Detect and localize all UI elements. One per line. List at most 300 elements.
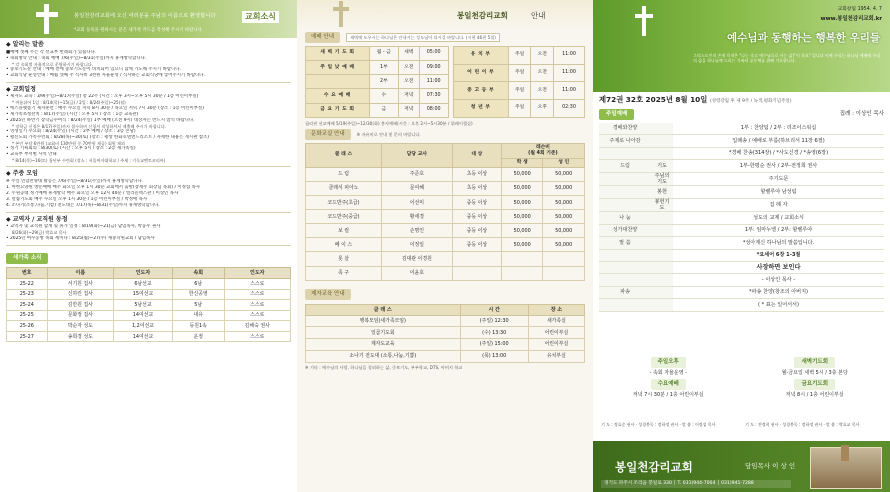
table-cell: 25-27 [7,331,48,342]
weekly-services [599,357,884,398]
table-cell: 박순자 성도 [47,321,113,332]
table-cell: 어린이부실 [528,327,584,339]
service-row [599,172,884,186]
schedule-row [453,46,584,64]
weekly-service-info: 저녁 7시 30분 / 1층 어린이부실 [632,392,704,398]
section-heading: ◆ 주중 모임 [6,170,291,178]
weekly-service-tag: 금요기도회 [794,379,835,390]
table-row [306,339,585,351]
cover-footer [593,441,890,492]
service-label: 파송 [599,286,651,298]
announcement-line: • 교역자 및 교직원 합계 및 휴가 일정 : 8/19(화)~21(금) 담임목사, 박웅우 권사 [6,224,161,230]
service-label: 말 씀 [599,237,651,249]
schedule-cell: 청 년 부 [453,100,508,118]
schedule-cell: 새벽 [398,46,419,60]
announcement-line: • 평신도회 가족수련회 : 8/28(목)~30(토) (장소 : 평창 한화호텔앤드리조트 / 자세한 내용은 게시판 참조) [6,134,210,140]
table-cell: 초등 이상 [452,167,501,181]
table-cell: 중등 이상 [452,210,501,224]
table-row [306,238,585,252]
schedule-row [453,64,584,82]
divider [6,166,291,167]
edu-table [305,304,585,363]
table-cell: 서기원 집사 [47,278,113,289]
schedule-cell: 주 일 낮 예 배 [306,61,370,75]
newcomer-table [6,267,291,343]
service-content: *요세어 6장 1-3절 [673,249,884,261]
service-sublabel [651,212,673,224]
discipleship [305,289,585,370]
service-label [599,172,651,186]
cross-icon [36,4,58,34]
wed-details: 기 도 : 정효순 권사 · 성경봉독 : 정하정 권사 · 말 씀 : 이정섭 목사 [601,422,716,427]
table-cell: 스스로 [224,300,290,311]
panel-bulletin-cover [593,0,890,492]
table-cell: 새가족실 [528,315,584,327]
newcomer-header: 이름 [47,267,113,278]
announcement-line: • 2025년 여수동방 목회 세미나 : 8/25(월)~27(수) 새중학원교회 / 담임목사 [6,235,155,241]
worship-tag: 예배 안내 [305,32,340,43]
weekly-service [746,357,885,376]
table-cell: 베 이 스 [306,238,382,252]
table-cell: 중등 이상 [452,224,501,238]
newcomer-header: 인도자 [114,267,173,278]
table-cell: 스스로 [224,278,290,289]
announcement-line: • 영성일기 수요회 : 8/24(주일) (시간 : 2부 예배 / 장소 : 3층 본당) [6,128,136,134]
table-cell: 김해숙 권사 [224,321,290,332]
announcement-line: ※ 주일 연합찬양대 활동은 7/6(주일)~8/31(주일)까지 휴계방학합니다. [6,178,144,184]
section-heading: ◆ 알리는 말씀 [6,41,291,49]
service-label: 나 눔 [599,212,651,224]
service-tag: 주일예배 [599,109,634,120]
service-label: 주제로 나아감 [599,135,651,147]
edu-header: 시 간 [460,304,528,315]
table-cell: (수) 13:30 [460,327,528,339]
table-row [7,300,291,311]
service-label [599,186,651,198]
announcement-line: 1. 아현요양원 방문예배 매주 화요일 오후 1시 30분 교회에서 출발(장재주 회장님 목회) / 이정섭 목사 [6,184,200,190]
schedule-cell: 수 요 예 배 [306,89,370,103]
table-cell: 보 컬 [306,224,382,238]
church-news-title: 교회소식 [242,11,279,23]
service-content: 집 례 자 [673,198,884,212]
service-sublabel [651,123,673,135]
weekly-service-tag: 주일오후 [651,357,686,368]
service-row [599,135,884,147]
announcement-line: 4. 소나기(소통,나눔,기쁨) 전도대는 7/17(목)~8/31(주일)까지 휴계방학합니다. [6,202,160,208]
table-cell: (주일) 15:00 [460,339,528,351]
service-content: 주기도문 [673,172,884,186]
service-sublabel [651,147,673,159]
table-cell: 주준호 [381,167,452,181]
announcement-sections [6,41,291,246]
divider [6,212,291,213]
table-cell: 황세경 [381,210,452,224]
welcome-message: 봉일천감리교회에 오신 여러분을 주님의 이름으로 환영합니다 [74,13,216,19]
table-cell: 일곱기도회 [306,327,461,339]
weekly-service-info: - 속회 자율운영 - [649,369,687,376]
table-cell: 이선미 [381,196,452,210]
table-cell: 제자도교육 [306,339,461,351]
section-heading: ◆ 교역자 / 교직원 동정 [6,216,291,224]
table-cell: 이정일 [381,238,452,252]
service-row [599,299,884,311]
registration-note: *교회 등록을 원하시는 분은 새가족 카드를 작성해 주시기 바랍니다. [74,28,204,33]
schedule-cell: 금 요 기 도 회 [306,103,370,117]
section-heading: ◆ 교회일정 [6,86,291,94]
panel-church-news [0,0,297,492]
announcement-line: 3. 말씀기도회 매주 수요일 오후 1시 30분 / 1층 어린이부실 / 박정애 목사 [6,196,148,202]
weekly-service-tag: 수요예배 [651,379,686,390]
service-sublabel: 봉헌 [651,186,673,198]
table-cell: 이윤호 [381,266,452,280]
schedule-cell: 09:00 [419,61,448,75]
table-row [306,167,585,181]
announcement-line: • 중보기도문 안내 : 예배 전에 중보기도문이 비치되어 있으니 함께 기도해 주시기 바랍니다. [6,66,181,72]
order-of-service [599,123,884,312]
announcement-line: * 8/14(목)~16(토) 청년부 수련회 (장소 : 서울여자대학교 / 주제 : 기독교멘토코리아) [12,158,166,164]
footer-church-name: 봉일천감리교회 [615,460,693,474]
service-content: 1부 : 찬양팀 / 2부 : 리조이스워십 [673,123,884,135]
cover-header [593,0,890,92]
guide-header [297,0,593,30]
table-cell: 50,000 [501,167,543,181]
newcomer-header: 번호 [7,267,48,278]
table-cell: 50,000 [501,238,543,252]
table-cell: 25-26 [7,321,48,332]
newcomer-header: 속회 [172,267,224,278]
schedule-cell: 02:30 [554,100,585,118]
table-cell: 클래식 피아노 [306,181,382,195]
service-row [599,123,884,135]
table-cell: 김만원 집사 [47,300,113,311]
worship-guide [305,32,585,126]
schedule-cell: 오전 [531,82,554,100]
table-cell: (주일) 12:30 [460,315,528,327]
announcement-line: * 본인 부담 6만원 (교회비 130만원 중 70만원 제공) 회원 제외 [12,140,125,146]
table-cell: 25-24 [7,300,48,311]
service-content: 성도의 교제 / 교회소식 [673,212,884,224]
table-row [306,252,585,266]
table-row [306,327,585,339]
announcement-line: • 속회방학 안내 : 속회 예배 7/6(주일)~8/31(주일)까지 휴계방학합니다. [6,55,147,61]
schedule-cell: 금 [369,103,398,117]
service-label [599,299,651,311]
announcement-line: • 새가족초청잔치 : 8/17(주일) (시간 : 오후 5시 / 장소 : 1층 교육관) [6,111,139,117]
table-cell: 50,000 [501,181,543,195]
table-cell: 6남 [172,278,224,289]
news-header [0,0,297,38]
table-row [7,331,291,342]
table-cell: 스스로 [224,289,290,300]
service-sublabel [651,299,673,311]
col-student: 학 생 [501,158,543,167]
service-row [599,286,884,298]
col-target: 대 상 [452,143,501,167]
schedule-cell: 11:00 [419,75,448,89]
mission-note: 필리핀 선교예배 5/19(주일)~12/30(화) 봉사예배(시간 : 오후 2시~5시30분 / 위레이첼실) [305,120,473,126]
schedule-row [453,100,584,118]
table-cell: 50,000 [501,210,543,224]
service-content: 사장하면 보인다 [673,261,884,273]
service-label [599,198,651,212]
announcement-line: • 에스플랫폼기 제자훈련 : 매주 수요일 저녁 8시 30분 / 목요일 저녁 7시 30분 (장소 : 1층 어린이부실) [6,105,204,111]
announcement-line: ■예배 셋째 주는 각 선교부 헌례회가 있습니다. [6,49,97,55]
table-cell: 50,000 [501,196,543,210]
service-content: 입례송 / 예배로 부름(하브리서 11장 6절) [673,135,884,147]
schedule-cell: 오전 [398,61,419,75]
schedule-cell: 05:00 [419,46,448,60]
edu-header: 클 래 스 [306,304,461,315]
table-cell: 중등 이상 [452,196,501,210]
table-row [306,315,585,327]
service-content: - 이상인 목사 - [673,274,884,286]
service-sublabel [651,249,673,261]
schedule-cell: 오전 [398,75,419,89]
announcement-line: • 제자도 교육 : 3/9(주일)~8/17(주일) 총 22주 (시간 : 오후 3시~오후 5시 30분 / 1층 어린이부실) [6,94,199,100]
table-cell: 송희경 성도 [47,331,113,342]
edu-note: ※ 기타 : 예수님의 사랑, 하나님을 경외하는 삶, 중보기도, 부부학교, DTS, 아버지 학교 [305,364,463,370]
culture-class-table [305,143,585,281]
culture-note: ※ 자유비로 안내 및 문의 바랍니다. [356,131,421,137]
slogan: 예수님과 동행하는 행복한 우리들 [727,32,880,44]
table-cell: (목) 13:00 [460,350,528,362]
service-label: 경배와찬양 [599,123,651,135]
announcement-line: • 교회식당 운영안내 : 매월 셋째 주 식사비 3천원 자율운영 / 식사하는 교회식당에 넣어주시기 바랍니다. [6,72,205,78]
schedule-cell: 11:00 [554,64,585,82]
guide-church-name: 봉일천감리교회 [457,11,508,20]
table-cell [543,266,585,280]
schedule-cell: 11:00 [554,46,585,64]
worship-verse: 새벽에 도우시는 하나님은 안내시는 성도님이 되시길 바랍니다. (시편 46편 5절) [346,33,500,42]
liturgical-week: (성령강림 후 제 9주 / 녹색,평화기념주일) [709,99,792,104]
service-label [599,261,651,273]
table-cell: 50,000 [543,224,585,238]
table-cell [452,252,501,266]
service-sublabel: 봉헌기도 [651,198,673,212]
weekly-service-info: 월-금요일 새벽 5시 / 3층 본당 [781,369,848,376]
table-row [7,278,291,289]
table-cell [452,266,501,280]
table-cell: 14여선교 [114,310,173,321]
schedule-cell: 주일 [508,64,531,82]
schedule-cell: 수 [369,89,398,103]
service-row [599,160,884,172]
table-row [306,210,585,224]
service-sublabel [651,274,673,286]
cross-icon [333,1,349,27]
table-cell: 유치부실 [528,350,584,362]
table-row [7,321,291,332]
schedule-cell: 저녁 [398,89,419,103]
schedule-row [306,103,449,117]
table-row [306,224,585,238]
service-content: *파송 찬양(창조의 아버지) [673,286,884,298]
table-cell: 50,000 [543,210,585,224]
table-cell: 스스로 [224,331,290,342]
schedule-cell: 2부 [369,75,398,89]
issue-line [593,92,890,108]
schedule-row [306,61,449,75]
service-content: 1부-한평순 권사 / 2부-전정희 권사 [673,160,884,172]
schedule-row [453,82,584,100]
table-row [306,266,585,280]
schedule-cell: 월 - 금 [369,46,398,60]
table-cell: 행복모임(새가족모임) [306,315,461,327]
schedule-cell: 주일 [508,82,531,100]
newcomer-header: 인도자 [224,267,290,278]
announcement-line: * 각 속회별 자율적으로 운영하시기 바랍니다. [12,61,94,67]
fri-details: 기 도 : 전정희 권사 · 성경봉독 : 정하정 권사 · 말 씀 : 박효교 목사 [745,422,860,427]
table-cell: 등원1속 [172,321,224,332]
announcement-line: 2. 두원공대 정기예배 휴계방학 매주 화요일 오후 12시 40분 / 엘리콜렉스관 / 이상인 목사 [6,190,179,196]
table-row [7,310,291,321]
table-row [7,289,291,300]
service-row [599,198,884,212]
table-cell: 스스로 [224,310,290,321]
senior-pastor: 담임목사 이 상 인 [745,462,796,470]
service-sublabel [651,286,673,298]
service-row [599,212,884,224]
service-content: 1부: 임마누엘 / 2부: 할렐루야 [673,224,884,236]
table-cell: 문화정 집사 [47,310,113,321]
service-sublabel [651,261,673,273]
schedule-cell: 주일 [508,100,531,118]
schedule-cell: 새 벽 기 도 회 [306,46,370,60]
col-adult: 성 인 [543,158,585,167]
table-cell: 신하린 집사 [47,289,113,300]
divider [6,245,291,246]
service-content: 할렐루야 남성팀 [673,186,884,198]
table-cell [543,252,585,266]
service-sublabel [651,237,673,249]
table-row [306,196,585,210]
service-row [599,274,884,286]
service-row [599,237,884,249]
table-cell: 50,000 [543,196,585,210]
table-row [306,350,585,362]
worship-schedule-left [305,46,449,118]
table-cell: 중등 이상 [452,238,501,252]
service-sublabel [651,135,673,147]
table-cell: 5남선교 [114,300,173,311]
weekly-service [599,379,738,398]
address: 경기도 파주시 조리읍 봉일로 330 │ T. 031)944-7004 │ 031)941-7288 [601,480,791,488]
schedule-cell: 오전 [531,64,554,82]
service-row [599,147,884,159]
schedule-cell: 07:30 [419,89,448,103]
weekly-service-tag: 새벽기도회 [794,357,835,368]
service-content: ( * 표는 일어서서) [673,299,884,311]
cross-icon [635,6,653,36]
schedule-cell: 저녁 [398,103,419,117]
table-cell: 운정 [172,331,224,342]
newcomer-title: 새가족 소식 [6,253,48,264]
service-label [599,147,651,159]
table-cell: 코드반주(초급) [306,196,382,210]
table-cell: 14여선교 [114,331,173,342]
mission-statement: 그리스도인의 존재 목적은 "나는 죽고 예수님으로 사는 삶)"이 목표" 입니다 이에 우리는 하나님 예배에 우리의 삶을 하나님께 드리는 가족의 공동체를 위해 기도합니다. [693,53,881,64]
announcement-line: • 정기 기획회의 : 8/30(토) (시간 : 오후 5시 / 장소 : 2층 새가족실) [6,146,136,152]
col-teacher: 담당 교사 [381,143,452,167]
service-sublabel: 기도 [651,160,673,172]
table-cell: 15여선교 [114,289,173,300]
table-cell: 5남 [172,300,224,311]
service-row [599,249,884,261]
announcement-line: * 장학금 신청은 8/17(주일)까지 접수하며 신청서 작성하셔서 제출해 주시기 바랍니다. [12,123,166,129]
table-cell: 어린이부실 [528,339,584,351]
guide-title: 안내 [531,11,546,20]
newcomer-section [6,249,291,343]
culture-tag: 문화교실 안내 [305,129,351,140]
table-cell: 6남선교 [114,278,173,289]
table-cell: 50,000 [543,167,585,181]
announcement-line: 8/26(화)~29(금) 박효교 목사 [12,230,67,236]
edu-tag: 제자교육 안내 [305,289,351,300]
table-cell: 25-23 [7,289,48,300]
table-cell: 문여혜 [381,181,452,195]
service-row [599,224,884,236]
announcement-line: * 여름쉬어 1일 : 8/14(목)~15(금) / 2일 : 8/24(주일)~25(월) [12,100,126,106]
service-label [599,249,651,261]
table-cell [501,266,543,280]
issue-number: 제72권 32호 2025년 8월 10일 [599,95,708,104]
table-cell: 손명인 [381,224,452,238]
schedule-cell: 주일 [508,46,531,64]
schedule-cell: 오전 [531,46,554,64]
announcement-line: • 교육부 부서별 사역 안내 [6,152,57,158]
schedule-cell: 어 린 이 부 [453,64,508,82]
table-cell: 소나기 전도대 (소통,나눔,기쁨) [306,350,461,362]
table-cell: 한신공영 [172,289,224,300]
officiant: 집례 : 이상인 목사 [839,110,884,117]
table-cell: 김대관 이경원 [381,252,452,266]
table-cell [501,252,543,266]
table-cell: 25-22 [7,278,48,289]
service-content: *성아계신 하나님의 말씀입니다. [673,237,884,249]
schedule-cell: 중 고 등 부 [453,82,508,100]
table-cell: 초등 이상 [452,181,501,195]
schedule-cell [306,75,370,89]
service-sublabel [651,224,673,236]
edu-header: 장 소 [528,304,584,315]
service-content: *경배 찬송(314장) / *사도신경 / *송영(6장) [673,147,884,159]
table-cell: 50,000 [543,181,585,195]
service-row [599,186,884,198]
announcement-line: • 2025년 하반기 장학금수여식 : 8/24(주일) 1부 예배 (오전 9시) 대상자는 반드시 참석 바랍니다. [6,117,195,123]
table-cell: 코드반주(중급) [306,210,382,224]
service-sublabel: 주님의기도 [651,172,673,186]
service-row [599,261,884,273]
service-label [599,274,651,286]
col-fee: 레슨비 (월 4회 기준) [501,143,584,158]
schedule-cell: 08:00 [419,103,448,117]
table-cell: 25-25 [7,310,48,321]
table-cell: 50,000 [501,224,543,238]
schedule-row [306,46,449,60]
divider [6,82,291,83]
church-building-image [810,447,882,489]
schedule-cell: 유 치 부 [453,46,508,64]
table-cell: 내유 [172,310,224,321]
schedule-row [306,89,449,103]
table-cell: 1,2여선교 [114,321,173,332]
table-cell: 50,000 [543,238,585,252]
table-cell: 드 럼 [306,167,382,181]
weekly-service-info: 저녁 8시 / 1층 어린이부실 [785,392,844,398]
service-label: 드림 [599,160,651,172]
website-url: www.봉일천감리교회.kr [820,16,882,22]
schedule-row [306,75,449,89]
